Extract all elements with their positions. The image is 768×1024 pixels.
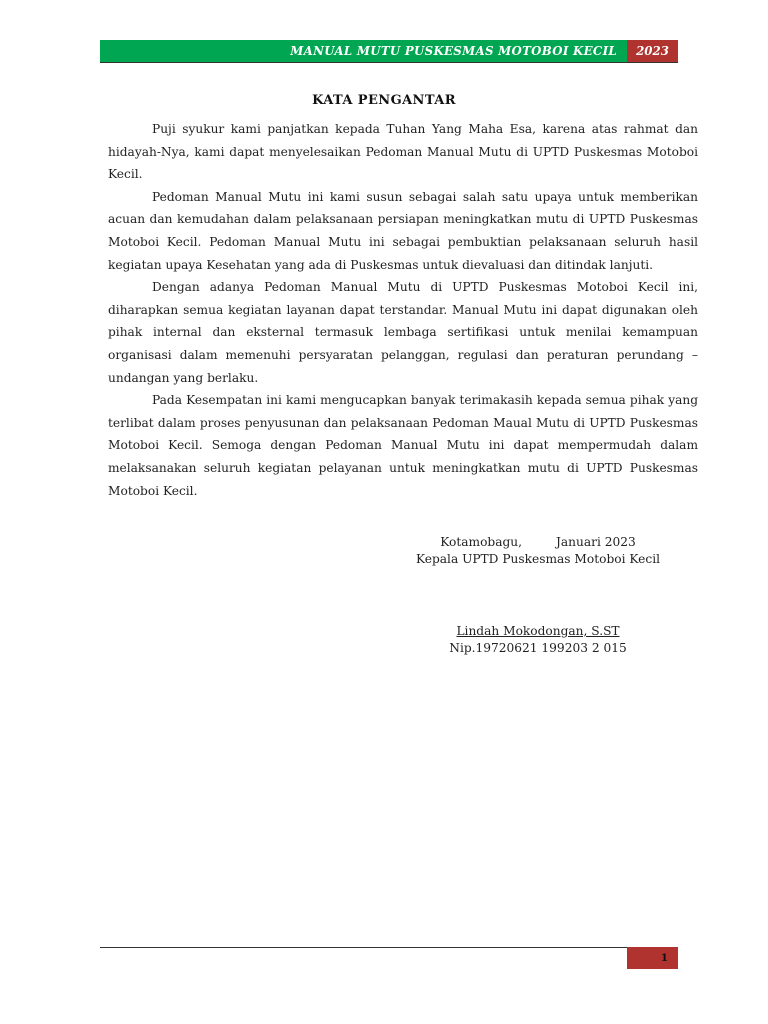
paragraph-1: Puji syukur kami panjatkan kepada Tuhan Yang Maha Esa, karena atas rahmat dan hidayah-Nya, kami dapat menyelesaikan Pedoman Manual Mutu di UPTD Puskesmas Motoboi Kecil. (108, 122, 698, 182)
footer-divider (100, 947, 627, 948)
document-title: KATA PENGANTAR (312, 93, 456, 108)
header-title: MANUAL MUTU PUSKESMAS MOTOBOI KECIL (290, 44, 617, 58)
paragraph-2: Pedoman Manual Mutu ini kami susun sebagai salah satu upaya untuk memberikan acuan dan kemudahan dalam pelaksanaan persiapan meningkatkan mutu di UPTD Puskesmas Motoboi Kecil. Pedoman Manual Mutu ini sebagai pembuktian pelaksanaan seluruh hasil kegiatan upaya Kesehatan yang ada di Puskesmas untuk dievaluasi dan ditindak lanjuti. (108, 189, 698, 272)
signature-position: Kepala UPTD Puskesmas Motoboi Kecil (415, 552, 661, 566)
paragraph-3: Dengan adanya Pedoman Manual Mutu di UPTD Puskesmas Motoboi Kecil ini, diharapkan semua kegiatan layanan dapat terstandar. Manual Mutu ini dapat digunakan oleh pihak internal dan eksternal termasuk lembaga sertifikasi untuk menilai kemampuan organisasi dalam memenuhi persyaratan pelanggan, regulasi dan peraturan perundang – undangan yang berlaku. (108, 280, 698, 385)
header-year: 2023 (636, 44, 669, 58)
header-divider (100, 62, 678, 63)
signature-nip: Nip.19720621 199203 2 015 (449, 641, 627, 655)
signature-name: Lindah Mokodongan, S.ST (456, 624, 620, 638)
signature-place: Kotamobagu, (440, 535, 523, 549)
page-number: 1 (660, 952, 668, 964)
header-year-box (627, 40, 678, 62)
signature-place-date (376, 534, 700, 551)
signature-date: Januari 2023 (556, 535, 636, 549)
document-body (108, 118, 698, 502)
paragraph-4: Pada Kesempatan ini kami mengucapkan banyak terimakasih kepada semua pihak yang terlibat dalam proses penyusunan dan pelaksanaan Pedoman Maual Mutu di UPTD Puskesmas Motoboi Kecil. Semoga dengan Pedoman Manual Mutu ini dapat mempermudah dalam melaksanakan seluruh kegiatan pelayanan untuk meningkatkan mutu di UPTD Puskesmas Motoboi Kecil. (108, 393, 698, 498)
header-bar (100, 40, 627, 62)
footer-page-box (627, 947, 678, 969)
signature-block (376, 534, 700, 657)
